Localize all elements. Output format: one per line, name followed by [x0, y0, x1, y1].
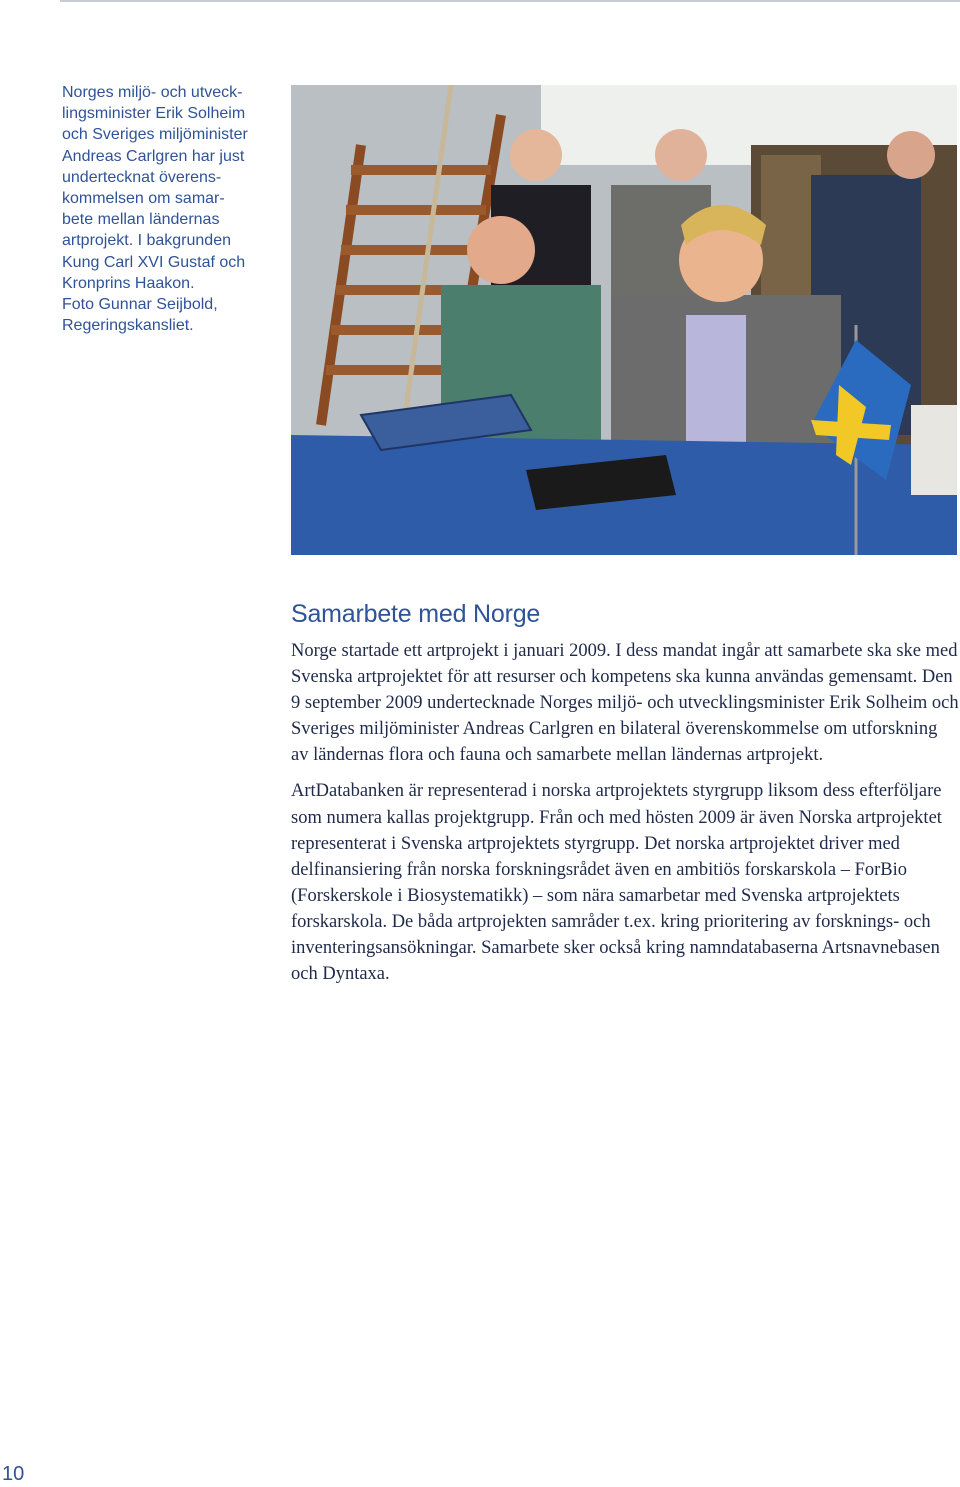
section-heading: Samarbete med Norge: [291, 600, 541, 628]
page-number: 10: [2, 1463, 25, 1485]
section-body: [291, 638, 959, 997]
signing-photo: [291, 85, 957, 555]
photo-caption: Norges miljö- och utveck- lingsminister Erik Solheim och Sveriges miljöminister Andreas Carlgren har just undertecknat överens- kommelsen om samar- bete mellan ländernas artprojekt. I bakgrunden Kung Carl XVI Gustaf och Kronprins Haakon. Foto Gunnar Seijbold, Regeringskansliet.: [62, 84, 248, 335]
paragraph: Norge startade ett artprojekt i januari 2009. I dess mandat ingår att samarbete ska ske med Svenska artprojektet för att resurser och kompetens ska kunna användas gemensamt. Den 9 september 2009 undertecknade Norges miljö- och utvecklingsminister Erik Solheim och Sveriges miljöminister Andreas Carlgren en bilateral överenskommelse om utforskning av ländernas flora och fauna och samarbete mellan ländernas artprojekt.: [291, 641, 959, 766]
top-rule: [60, 0, 960, 2]
paragraph: ArtDatabanken är representerad i norska artprojektets styrgrupp liksom dess efterföljare som numera kallas projektgrupp. Från och med hösten 2009 är även Norska artprojektet representerat i Svenska artprojektets styrgrupp. Det norska artprojektet driver med delfinansiering från norska forskningsrådet även en ambitiös forskarskola – ForBio (Forskerskole i Biosystematikk) – som nära samarbetar med Svenska artprojektets forskarskola. De båda artprojekten samråder t.ex. kring prioritering av forsknings- och inventeringsansökningar. Samarbete sker också kring namndatabaserna Artsnavnebasen och Dyntaxa.: [291, 781, 942, 985]
